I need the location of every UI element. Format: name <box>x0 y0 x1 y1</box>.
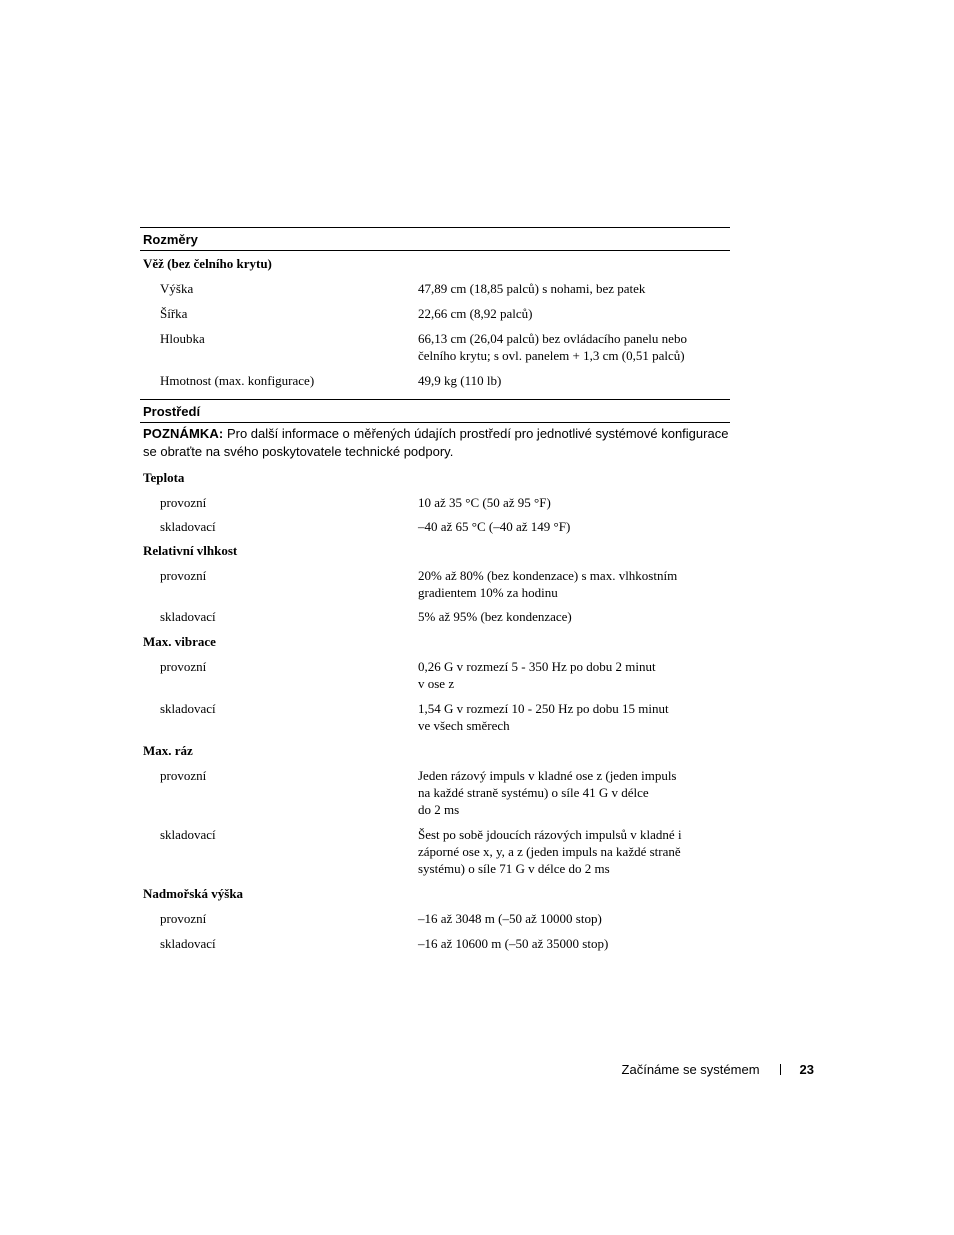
row-label: provozní <box>160 768 207 783</box>
table-row <box>140 767 730 818</box>
row-value: –40 až 65 °C (–40 až 149 °F) <box>418 519 571 534</box>
row-value: 49,9 kg (110 lb) <box>418 373 502 388</box>
note-block <box>140 425 730 461</box>
table-row <box>140 330 730 364</box>
row-label: provozní <box>160 659 207 674</box>
group-title-tower: Věž (bez čelního krytu) <box>143 256 272 271</box>
row-label: provozní <box>160 495 207 510</box>
row-value: –16 až 3048 m (–50 až 10000 stop) <box>418 911 602 926</box>
table-row <box>140 700 730 734</box>
group-title-temperature: Teplota <box>143 470 185 485</box>
row-label: skladovací <box>160 701 216 716</box>
table-row <box>140 494 730 511</box>
row-label: skladovací <box>160 519 216 534</box>
group-title-shock: Max. ráz <box>143 743 193 758</box>
chapter-title: Začínáme se systémem <box>621 1062 760 1077</box>
row-label: skladovací <box>160 827 216 842</box>
table-row <box>140 608 730 625</box>
section-header-dimensions: Rozměry <box>140 227 730 251</box>
row-label: skladovací <box>160 936 216 951</box>
footer-divider <box>780 1064 781 1075</box>
group-title-vibration: Max. vibrace <box>143 634 216 649</box>
table-row <box>140 826 730 877</box>
row-label: skladovací <box>160 609 216 624</box>
page-footer <box>622 1062 814 1077</box>
table-row <box>140 935 730 952</box>
page-number: 23 <box>799 1062 814 1077</box>
row-value: 20% až 80% (bez kondenzace) s max. vlhkostním gradientem 10% za hodinu <box>418 568 678 600</box>
row-value: Jeden rázový impuls v kladné ose z (jeden impuls na každé straně systému) o síle 41 G v délce do 2 ms <box>418 768 677 817</box>
note-text: Pro další informace o měřených údajích prostředí pro jednotlivé systémové konfigurace se obraťte na svého poskytovatele technické podpory. <box>143 426 729 459</box>
row-value: 5% až 95% (bez kondenzace) <box>418 609 572 624</box>
table-row <box>140 305 730 322</box>
row-label: Výška <box>160 281 194 296</box>
table-row <box>140 567 730 601</box>
row-label: Šířka <box>160 306 188 321</box>
row-value: 0,26 G v rozmezí 5 - 350 Hz po dobu 2 minut v ose z <box>418 659 656 691</box>
row-label: Hloubka <box>160 331 205 346</box>
table-row <box>140 658 730 692</box>
table-row <box>140 518 730 535</box>
section-header-environment: Prostředí <box>140 399 730 423</box>
row-value: 47,89 cm (18,85 palců) s nohami, bez patek <box>418 281 646 296</box>
table-row <box>140 372 730 389</box>
row-value: 66,13 cm (26,04 palců) bez ovládacího panelu nebo čelního krytu; s ovl. panelem + 1,3 cm (0,51 palců) <box>418 331 687 363</box>
row-label: provozní <box>160 911 207 926</box>
spec-table <box>140 227 730 952</box>
table-row <box>140 910 730 927</box>
row-value: 10 až 35 °C (50 až 95 °F) <box>418 495 551 510</box>
row-value: 22,66 cm (8,92 palců) <box>418 306 533 321</box>
row-value: Šest po sobě jdoucích rázových impulsů v kladné i záporné ose x, y, a z (jeden impuls na každé straně systému) o síle 71 G v délce do 2 ms <box>418 827 682 876</box>
row-label: provozní <box>160 568 207 583</box>
note-label: POZNÁMKA: <box>143 426 224 441</box>
table-row <box>140 280 730 297</box>
row-label: Hmotnost (max. konfigurace) <box>160 373 315 388</box>
row-value: 1,54 G v rozmezí 10 - 250 Hz po dobu 15 minut ve všech směrech <box>418 701 669 733</box>
group-title-altitude: Nadmořská výška <box>143 886 244 901</box>
row-value: –16 až 10600 m (–50 až 35000 stop) <box>418 936 609 951</box>
group-title-humidity: Relativní vlhkost <box>143 543 238 558</box>
